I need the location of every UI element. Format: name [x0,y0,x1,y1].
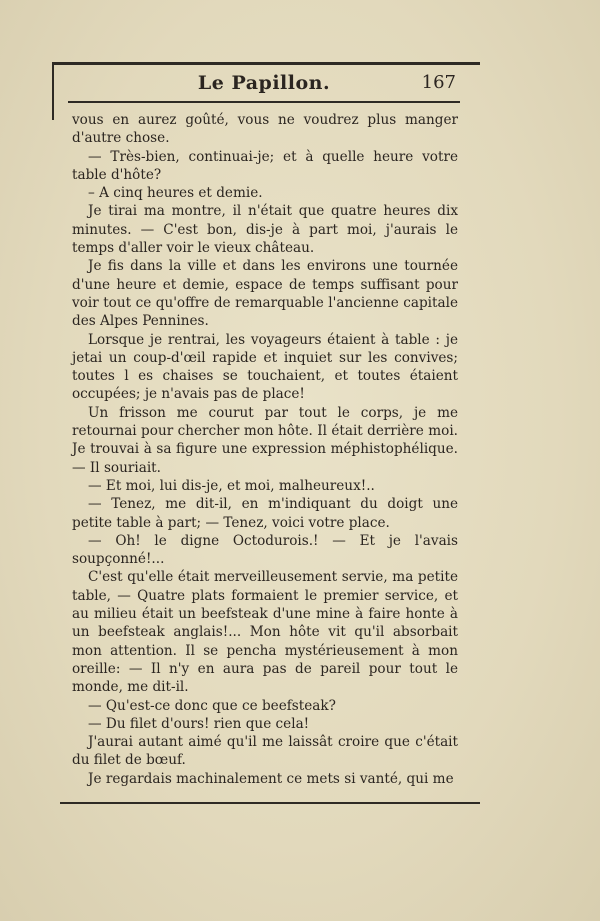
paragraph: Je fis dans la ville et dans les environs une tournée d'une heure et demie, espace de temps suffisant pour voir tout ce qu'offre de remarquable l'ancienne capitale des Alpes Pennines. [72,258,458,330]
paragraph: Je regardais machinalement ce mets si vanté, qui me [88,770,454,787]
page-number: 167 [421,72,456,93]
paragraph: — Oh! le digne Octodurois.! — Et je l'avais soupçonné!... [72,532,458,568]
paragraph: — Du filet d'ours! rien que cela! [88,715,310,732]
running-title: Le Papillon. [197,72,331,94]
paragraph: Un frisson me courut par tout le corps, je me retournai pour chercher mon hôte. Il était derrière moi. Je trouvai à sa figure une expression méphistophélique. — Il souriait. [72,404,458,476]
bottom-frame-rule [60,802,480,804]
paragraph: Lorsque je rentrai, les voyageurs étaient à table : je jetai un coup-d'œil rapide et inquiet sur les convives; toutes l es chaises se touchaient, et toutes étaient occupées; je n'avais pas de place! [72,331,458,403]
left-frame-rule [52,62,54,120]
paragraph: — Et moi, lui dis-je, et moi, malheureux!.. [88,477,375,494]
header-rule [68,101,460,103]
paragraph: — Qu'est-ce donc que ce beefsteak? [88,697,336,714]
top-frame-rule [52,62,480,65]
body-text [72,111,458,788]
paragraph: Je tirai ma montre, il n'était que quatre heures dix minutes. — C'est bon, dis-je à part moi, j'aurais le temps d'aller voir le vieux château. [72,203,458,257]
paragraph: – A cinq heures et demie. [88,185,263,202]
paragraph: — Très-bien, continuai-je; et à quelle heure votre table d'hôte? [72,148,458,183]
paragraph: J'aurai autant aimé qu'il me laissât croire que c'était du filet de bœuf. [72,734,458,769]
paragraph: C'est qu'elle était merveilleusement servie, ma petite table, — Quatre plats formaient le premier service, et au milieu était un beefsteak d'une mine à faire honte à un beefsteak anglais!... Mon hôte vit qu'il absorbait mon attention. Il se pencha mystérieusement à mon oreille: — Il n'y en aura pas de pareil pour tout le monde, me dit-il. [72,569,458,696]
running-head [68,70,460,100]
paragraph: — Tenez, me dit-il, en m'indiquant du doigt une petite table à part; — Tenez, voici votre place. [72,496,458,531]
paragraph: vous en aurez goûté, vous ne voudrez plus manger d'autre chose. [72,112,458,147]
